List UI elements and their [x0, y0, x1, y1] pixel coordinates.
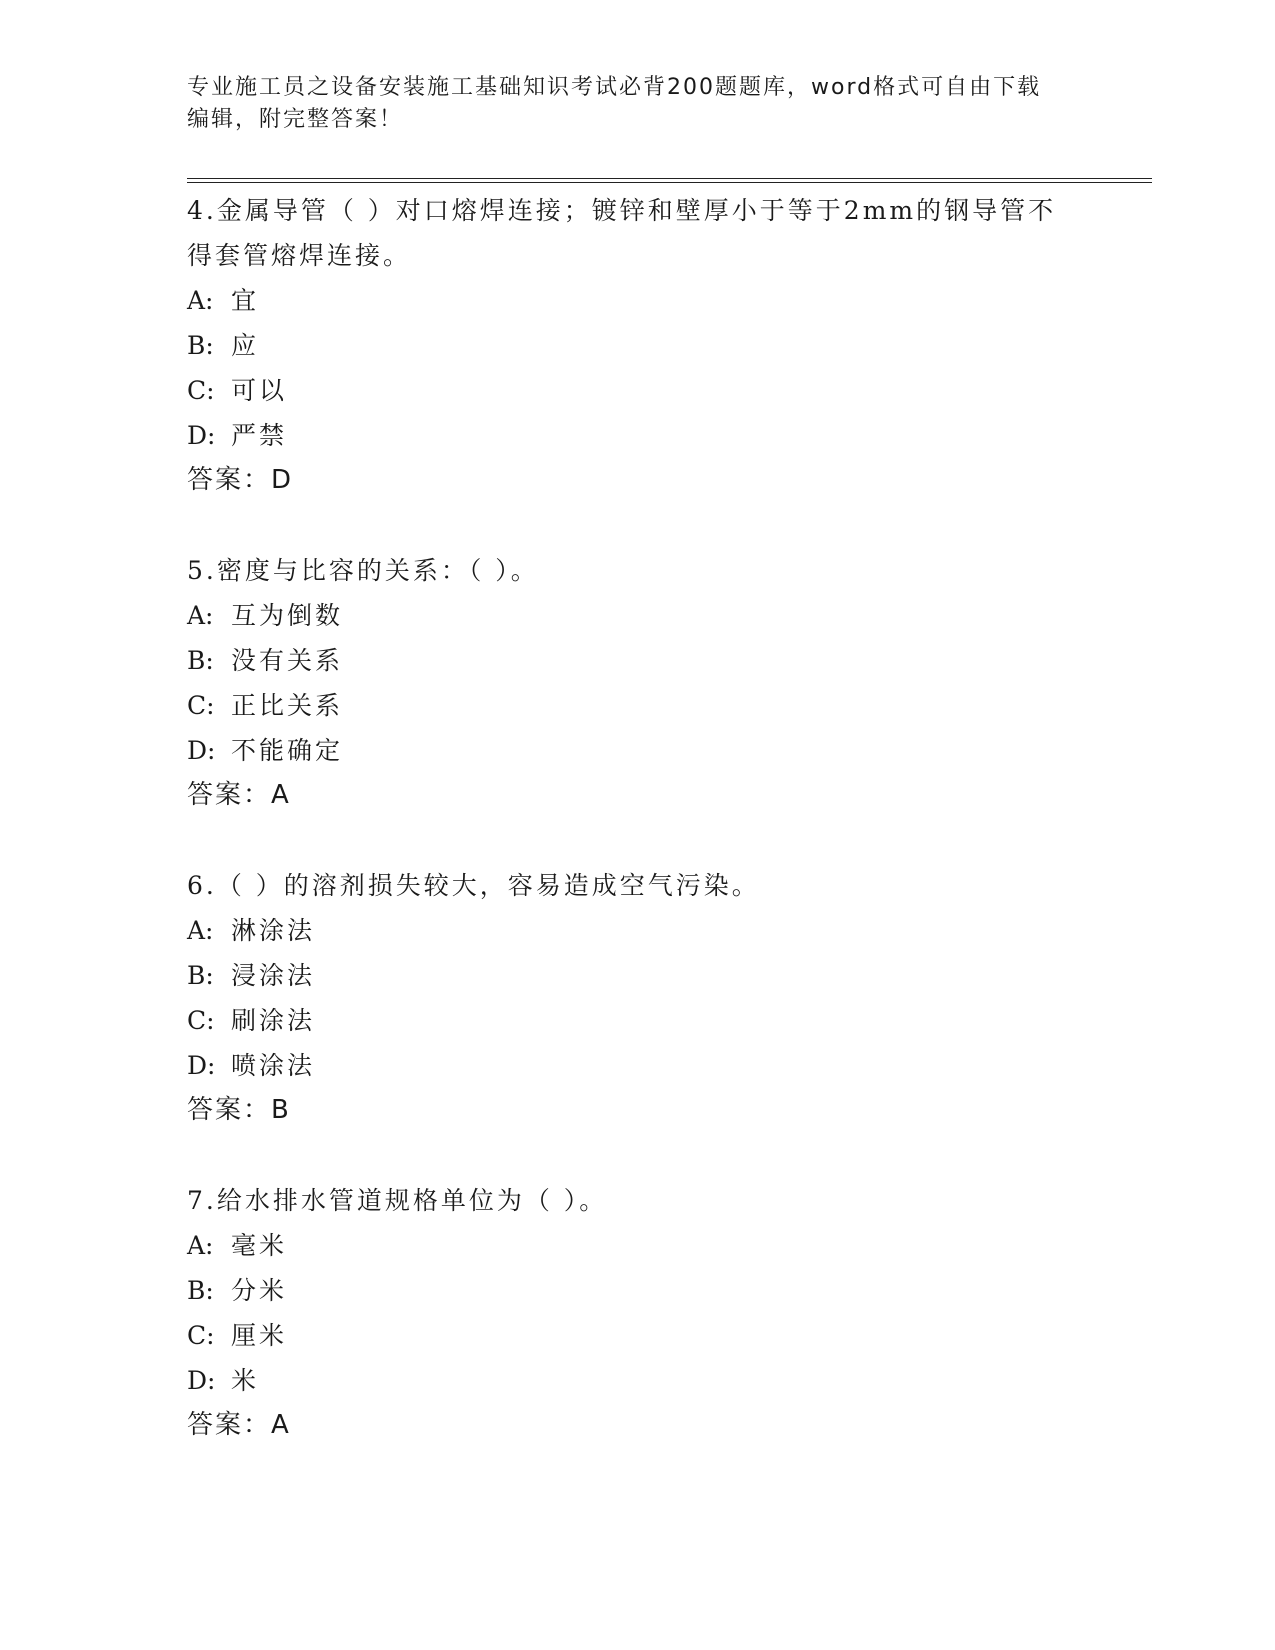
option-text: 米: [231, 1366, 260, 1395]
option-label: A:: [187, 1231, 214, 1260]
document-header: [187, 72, 1067, 136]
option-label: C:: [187, 1006, 215, 1035]
option-text: 宜: [231, 286, 260, 315]
option-label: D:: [187, 736, 216, 765]
question-stem: 5.密度与比容的关系：（ ）。: [187, 556, 539, 585]
option-text: 可以: [231, 376, 288, 405]
option-a: [187, 278, 1087, 323]
question-6: [187, 863, 1087, 1133]
answer: 答案：B: [187, 1095, 291, 1125]
option-label: D:: [187, 421, 216, 450]
answer: 答案：D: [187, 465, 294, 495]
question-5: [187, 548, 1087, 818]
option-d: [187, 1043, 1087, 1088]
option-b: [187, 323, 1087, 368]
question-stem-continued: 得套管熔焊连接。: [187, 241, 412, 270]
option-text: 不能确定: [231, 736, 344, 765]
option-label: B:: [187, 646, 214, 675]
option-text: 正比关系: [231, 691, 344, 720]
option-label: C:: [187, 691, 215, 720]
option-c: [187, 368, 1087, 413]
option-d: [187, 728, 1087, 773]
answer: 答案：A: [187, 780, 291, 810]
question-stem: 6.（ ）的溶剂损失较大，容易造成空气污染。: [187, 871, 760, 900]
option-label: D:: [187, 1051, 216, 1080]
option-text: 淋涂法: [231, 916, 316, 945]
header-line-1: 专业施工员之设备安装施工基础知识考试必背200题题库，word格式可自由下载: [187, 75, 1042, 100]
option-text: 刷涂法: [231, 1006, 316, 1035]
header-divider-top: [187, 178, 1152, 179]
question-stem: 4.金属导管（ ）对口熔焊连接；镀锌和壁厚小于等于2mm的钢导管不: [187, 196, 1057, 225]
question-4: [187, 188, 1087, 503]
option-b: [187, 638, 1087, 683]
option-text: 严禁: [231, 421, 288, 450]
option-label: B:: [187, 1276, 214, 1305]
answer: 答案：A: [187, 1410, 291, 1440]
option-text: 喷涂法: [231, 1051, 316, 1080]
question-7: [187, 1178, 1087, 1448]
option-text: 厘米: [231, 1321, 288, 1350]
header-line-2: 编辑，附完整答案！: [187, 107, 404, 132]
option-label: A:: [187, 286, 214, 315]
option-d: [187, 1358, 1087, 1403]
option-a: [187, 593, 1087, 638]
option-text: 浸涂法: [231, 961, 316, 990]
option-label: A:: [187, 601, 214, 630]
option-b: [187, 953, 1087, 998]
option-text: 应: [231, 331, 260, 360]
option-label: D:: [187, 1366, 216, 1395]
option-c: [187, 683, 1087, 728]
option-a: [187, 1223, 1087, 1268]
option-label: A:: [187, 916, 214, 945]
option-c: [187, 1313, 1087, 1358]
option-a: [187, 908, 1087, 953]
question-stem: 7.给水排水管道规格单位为（ ）。: [187, 1186, 608, 1215]
option-label: C:: [187, 1321, 215, 1350]
option-text: 毫米: [231, 1231, 288, 1260]
option-text: 没有关系: [231, 646, 344, 675]
option-label: B:: [187, 961, 214, 990]
option-b: [187, 1268, 1087, 1313]
option-label: C:: [187, 376, 215, 405]
header-divider-bottom: [187, 182, 1152, 183]
option-c: [187, 998, 1087, 1043]
option-label: B:: [187, 331, 214, 360]
option-d: [187, 413, 1087, 458]
option-text: 分米: [231, 1276, 288, 1305]
option-text: 互为倒数: [231, 601, 344, 630]
